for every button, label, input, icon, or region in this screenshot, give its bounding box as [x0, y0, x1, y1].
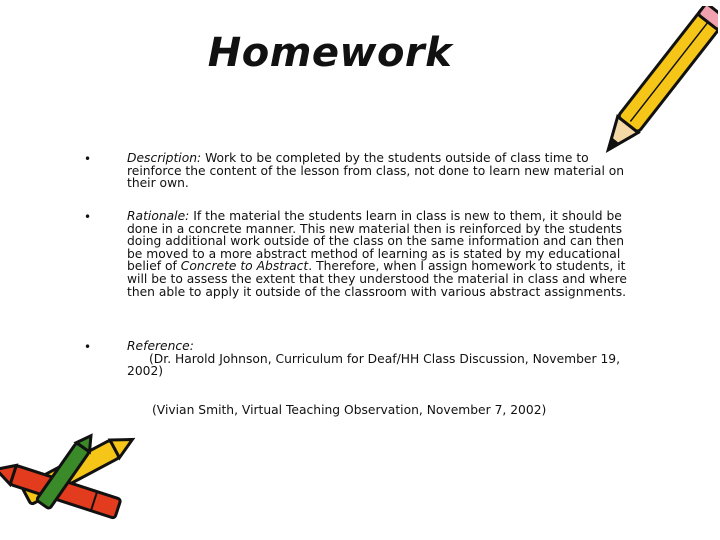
pencil-icon — [598, 6, 718, 176]
rationale-text-b: . Therefore, when I assign homework to students, it will be to assess the extent that they understood the material in class and where then able to apply it outside of the classroom with various abstract assignments. — [127, 259, 627, 299]
bullet-2: • — [84, 210, 92, 224]
description-label: Description: — [127, 151, 202, 165]
reference-label: Reference: — [127, 339, 194, 353]
rationale-label: Rationale: — [127, 209, 190, 223]
description-paragraph — [127, 152, 627, 190]
slide-title: Homework — [207, 30, 453, 76]
reference-1: (Dr. Harold Johnson, Curriculum for Deaf/HH Class Discussion, November 19, 2002) — [127, 351, 621, 379]
crayons-icon — [0, 400, 150, 540]
description-text: Work to be completed by the students outside of class time to reinforce the content of the lesson from class, not done to learn new material on their own. — [127, 151, 625, 191]
rationale-paragraph — [127, 210, 627, 298]
bullet-3: • — [84, 340, 92, 354]
rationale-text-a: If the material the students learn in class is new to them, it should be done in a concrete manner. This new material then is reinforced by the students doing additional work outside of the class on the same information and can then be moved to a more abstract method of learning as is stated by my educational belief of — [127, 209, 625, 274]
reference-2: (Vivian Smith, Virtual Teaching Observation, November 7, 2002) — [152, 403, 547, 417]
reference-paragraph — [127, 340, 627, 378]
rationale-emphasis: Concrete to Abstract — [180, 259, 309, 274]
bullet-1: • — [84, 152, 92, 166]
